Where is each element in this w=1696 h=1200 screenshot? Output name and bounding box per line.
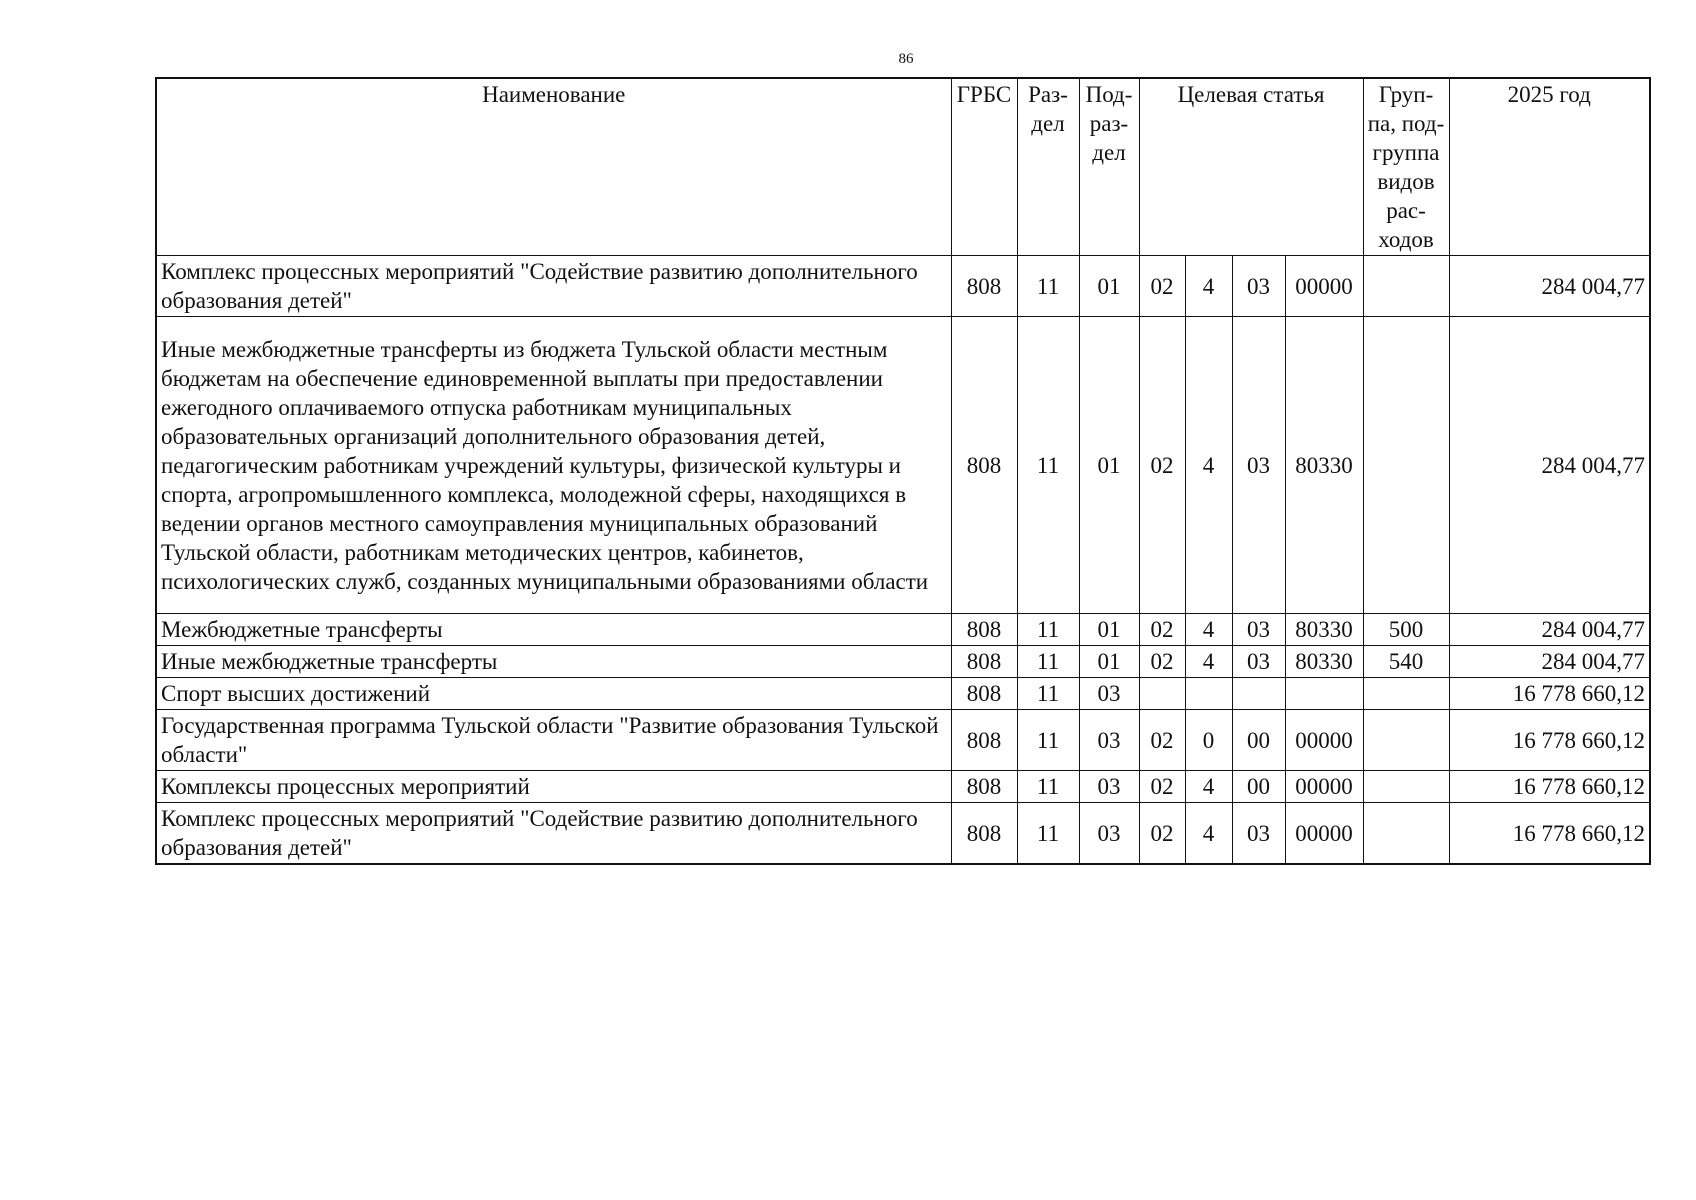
row-subsection: 01 bbox=[1079, 614, 1139, 646]
row-section: 11 bbox=[1017, 256, 1079, 317]
row-amount: 284 004,77 bbox=[1449, 646, 1650, 678]
row-target-direction bbox=[1285, 678, 1363, 710]
row-target-direction: 00000 bbox=[1285, 256, 1363, 317]
row-target-program: 02 bbox=[1139, 646, 1185, 678]
row-target-event: 03 bbox=[1232, 803, 1285, 865]
row-target-event: 00 bbox=[1232, 710, 1285, 771]
row-amount: 284 004,77 bbox=[1449, 317, 1650, 614]
row-target-direction: 00000 bbox=[1285, 771, 1363, 803]
page-number: 86 bbox=[898, 51, 914, 67]
table-row bbox=[156, 678, 1650, 710]
row-name: Межбюджетные трансферты bbox=[156, 614, 951, 646]
row-subsection: 03 bbox=[1079, 710, 1139, 771]
row-target-event: 03 bbox=[1232, 256, 1285, 317]
row-subsection: 01 bbox=[1079, 317, 1139, 614]
row-grbs: 808 bbox=[951, 614, 1017, 646]
row-target-type: 4 bbox=[1185, 803, 1232, 865]
row-grbs: 808 bbox=[951, 256, 1017, 317]
row-expense-group: 540 bbox=[1363, 646, 1449, 678]
table-header bbox=[156, 78, 1650, 256]
row-subsection: 01 bbox=[1079, 256, 1139, 317]
row-subsection: 01 bbox=[1079, 646, 1139, 678]
row-target-event bbox=[1232, 678, 1285, 710]
row-grbs: 808 bbox=[951, 317, 1017, 614]
row-target-program: 02 bbox=[1139, 771, 1185, 803]
row-target-program: 02 bbox=[1139, 614, 1185, 646]
row-target-direction: 00000 bbox=[1285, 710, 1363, 771]
row-section: 11 bbox=[1017, 803, 1079, 865]
row-subsection: 03 bbox=[1079, 771, 1139, 803]
row-target-type: 4 bbox=[1185, 614, 1232, 646]
row-amount: 284 004,77 bbox=[1449, 256, 1650, 317]
row-amount: 16 778 660,12 bbox=[1449, 803, 1650, 865]
row-expense-group bbox=[1363, 317, 1449, 614]
row-name: Спорт высших достижений bbox=[156, 678, 951, 710]
row-expense-group bbox=[1363, 803, 1449, 865]
row-target-program bbox=[1139, 678, 1185, 710]
row-name: Государственная программа Тульской области "Развитие образования Тульской области" bbox=[156, 710, 951, 771]
row-target-direction: 80330 bbox=[1285, 614, 1363, 646]
row-target-direction: 00000 bbox=[1285, 803, 1363, 865]
row-section: 11 bbox=[1017, 614, 1079, 646]
table-row bbox=[156, 317, 1650, 614]
header-target-item: Целевая статья bbox=[1139, 78, 1363, 256]
row-section: 11 bbox=[1017, 771, 1079, 803]
row-grbs: 808 bbox=[951, 771, 1017, 803]
row-expense-group bbox=[1363, 710, 1449, 771]
row-grbs: 808 bbox=[951, 803, 1017, 865]
row-target-program: 02 bbox=[1139, 256, 1185, 317]
row-section: 11 bbox=[1017, 678, 1079, 710]
row-target-program: 02 bbox=[1139, 803, 1185, 865]
row-grbs: 808 bbox=[951, 710, 1017, 771]
row-amount: 284 004,77 bbox=[1449, 614, 1650, 646]
row-expense-group bbox=[1363, 678, 1449, 710]
row-target-type: 4 bbox=[1185, 256, 1232, 317]
row-target-direction: 80330 bbox=[1285, 317, 1363, 614]
table-row bbox=[156, 710, 1650, 771]
row-target-event: 03 bbox=[1232, 317, 1285, 614]
row-target-direction: 80330 bbox=[1285, 646, 1363, 678]
header-year: 2025 год bbox=[1449, 78, 1650, 256]
row-expense-group bbox=[1363, 256, 1449, 317]
row-target-event: 00 bbox=[1232, 771, 1285, 803]
row-section: 11 bbox=[1017, 317, 1079, 614]
row-name: Иные межбюджетные трансферты bbox=[156, 646, 951, 678]
row-target-type bbox=[1185, 678, 1232, 710]
row-expense-group bbox=[1363, 771, 1449, 803]
row-name: Иные межбюджетные трансферты из бюджета Тульской области местным бюджетам на обеспечение единовременной выплаты при предоставлении ежегодного оплачиваемого отпуска работникам муниципальных образовательных организаций дополнительного образования детей, педагогическим работникам учреждений культуры, физической культуры и спорта, агропромышленного комплекса, молодежной сферы, находящихся в ведении органов местного самоуправления муниципальных образований Тульской области, работникам методических центров, кабинетов, психологических служб, созданных муниципальными образованиями области bbox=[156, 317, 951, 614]
row-subsection: 03 bbox=[1079, 803, 1139, 865]
row-amount: 16 778 660,12 bbox=[1449, 710, 1650, 771]
header-expense-group: Груп- па, под- группа видов рас- ходов bbox=[1363, 78, 1449, 256]
table-row bbox=[156, 803, 1650, 865]
table-row bbox=[156, 614, 1650, 646]
row-amount: 16 778 660,12 bbox=[1449, 771, 1650, 803]
row-name: Комплекс процессных мероприятий "Содействие развитию дополнительного образования детей" bbox=[156, 256, 951, 317]
row-amount: 16 778 660,12 bbox=[1449, 678, 1650, 710]
row-subsection: 03 bbox=[1079, 678, 1139, 710]
row-target-type: 4 bbox=[1185, 771, 1232, 803]
row-expense-group: 500 bbox=[1363, 614, 1449, 646]
header-name: Наименование bbox=[156, 78, 951, 256]
row-target-type: 4 bbox=[1185, 646, 1232, 678]
row-target-event: 03 bbox=[1232, 646, 1285, 678]
row-target-program: 02 bbox=[1139, 317, 1185, 614]
row-target-program: 02 bbox=[1139, 710, 1185, 771]
row-name: Комплексы процессных мероприятий bbox=[156, 771, 951, 803]
row-target-event: 03 bbox=[1232, 614, 1285, 646]
header-section: Раз- дел bbox=[1017, 78, 1079, 256]
header-grbs: ГРБС bbox=[951, 78, 1017, 256]
row-name: Комплекс процессных мероприятий "Содействие развитию дополнительного образования детей" bbox=[156, 803, 951, 865]
row-section: 11 bbox=[1017, 710, 1079, 771]
table-row bbox=[156, 256, 1650, 317]
budget-table bbox=[155, 77, 1651, 865]
header-subsection: Под- раз- дел bbox=[1079, 78, 1139, 256]
row-grbs: 808 bbox=[951, 678, 1017, 710]
row-grbs: 808 bbox=[951, 646, 1017, 678]
table-row bbox=[156, 646, 1650, 678]
row-target-type: 4 bbox=[1185, 317, 1232, 614]
row-section: 11 bbox=[1017, 646, 1079, 678]
table-row bbox=[156, 771, 1650, 803]
row-target-type: 0 bbox=[1185, 710, 1232, 771]
